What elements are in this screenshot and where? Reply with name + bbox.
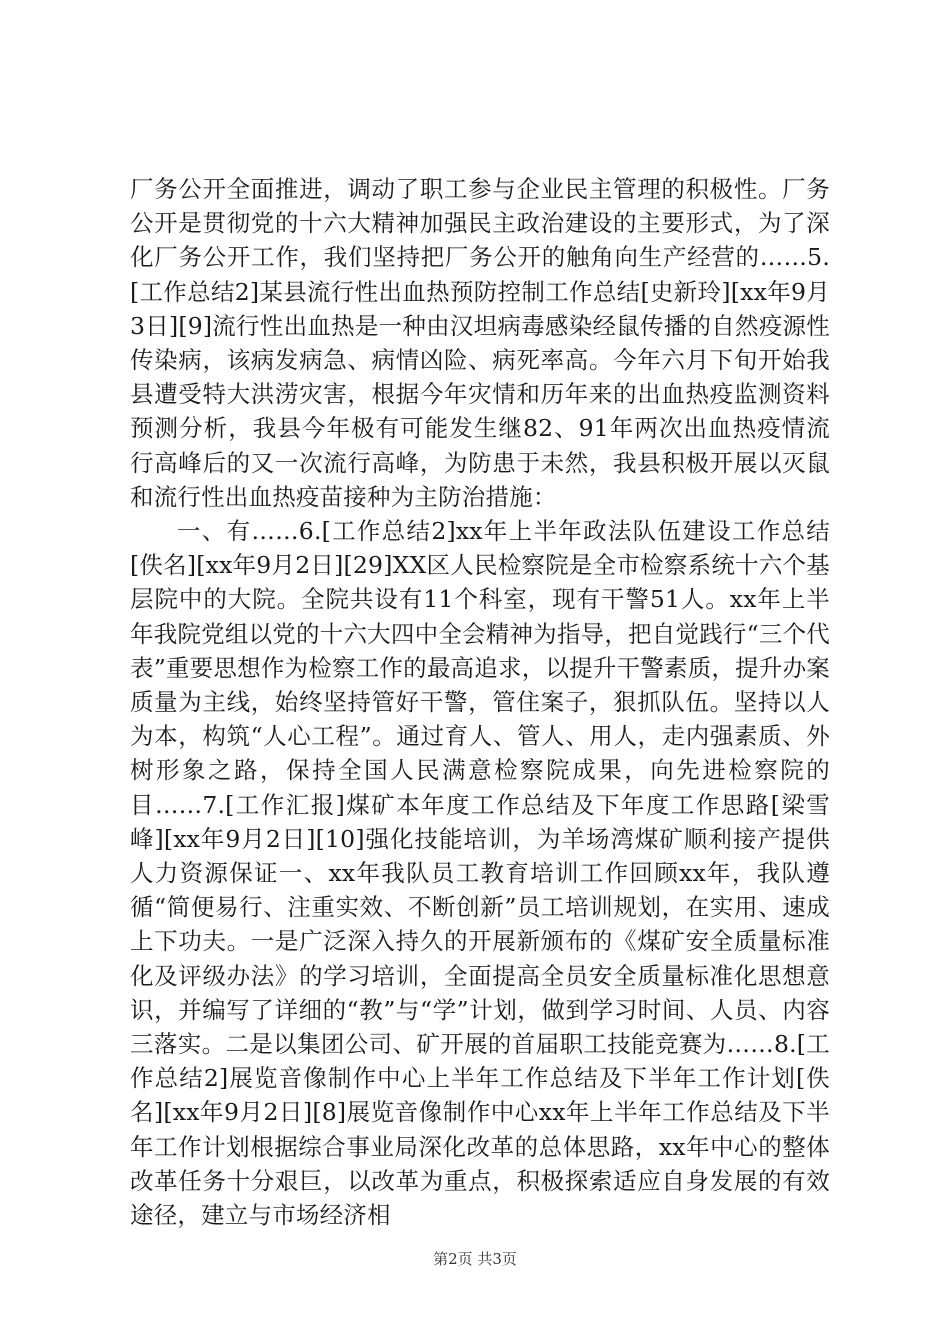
page-number: 第2页 共3页 (433, 1250, 517, 1268)
document-body (130, 172, 830, 1232)
body-paragraph-2: 一、有……6.[工作总结2]xx年上半年政法队伍建设工作总结[佚名][xx年9月2日][29]XX区人民检察院是全市检察系统十六个基层院中的大院。全院共设有11个科室，现有干警51人。xx年上半年我院党组以党的十六大四中全会精神为指导，把自觉践行“三个代表”重要思想作为检察工作的最高追求，以提升干警素质，提升办案质量为主线，始终坚持管好干警，管住案子，狠抓队伍。坚持以人为本，构筑“人心工程”。通过育人、管人、用人，走内强素质、外树形象之路，保持全国人民满意检察院成果，向先进检察院的目……7.[工作汇报]煤矿本年度工作总结及下年度工作思路[梁雪峰][xx年9月2日][10]强化技能培训，为羊场湾煤矿顺利接产提供人力资源保证一、xx年我队员工教育培训工作回顾xx年，我队遵循“简便易行、注重实效、不断创新”员工培训规划，在实用、速成上下功夫。一是广泛深入持久的开展新颁布的《煤矿安全质量标准化及评级办法》的学习培训，全面提高全员安全质量标准化思想意识，并编写了详细的“教”与“学”计划，做到学习时间、人员、内容三落实。二是以集团公司、矿开展的首届职工技能竞赛为……8.[工作总结2]展览音像制作中心上半年工作总结及下半年工作计划[佚名][xx年9月2日][8]展览音像制作中心xx年上半年工作总结及下半年工作计划根据综合事业局深化改革的总体思路，xx年中心的整体改革任务十分艰巨，以改革为重点，积极探索适应自身发展的有效途径，建立与市场经济相 (130, 517, 830, 1230)
body-paragraph-1: 厂务公开全面推进，调动了职工参与企业民主管理的积极性。厂务公开是贯彻党的十六大精神加强民主政治建设的主要形式，为了深化厂务公开工作，我们坚持把厂务公开的触角向生产经营的……5.[工作总结2]某县流行性出血热预防控制工作总结[史新玲][xx年9月3日][9]流行性出血热是一种由汉坦病毒感染经鼠传播的自然疫源性传染病，该病发病急、病情凶险、病死率高。今年六月下旬开始我县遭受特大洪涝灾害，根据今年灾情和历年来的出血热疫监测资料预测分析，我县今年极有可能发生继82、91年两次出血热疫情流行高峰后的又一次流行高峰，为防患于未然，我县积极开展以灭鼠和流行性出血热疫苗接种为主防治措施： (130, 175, 830, 511)
